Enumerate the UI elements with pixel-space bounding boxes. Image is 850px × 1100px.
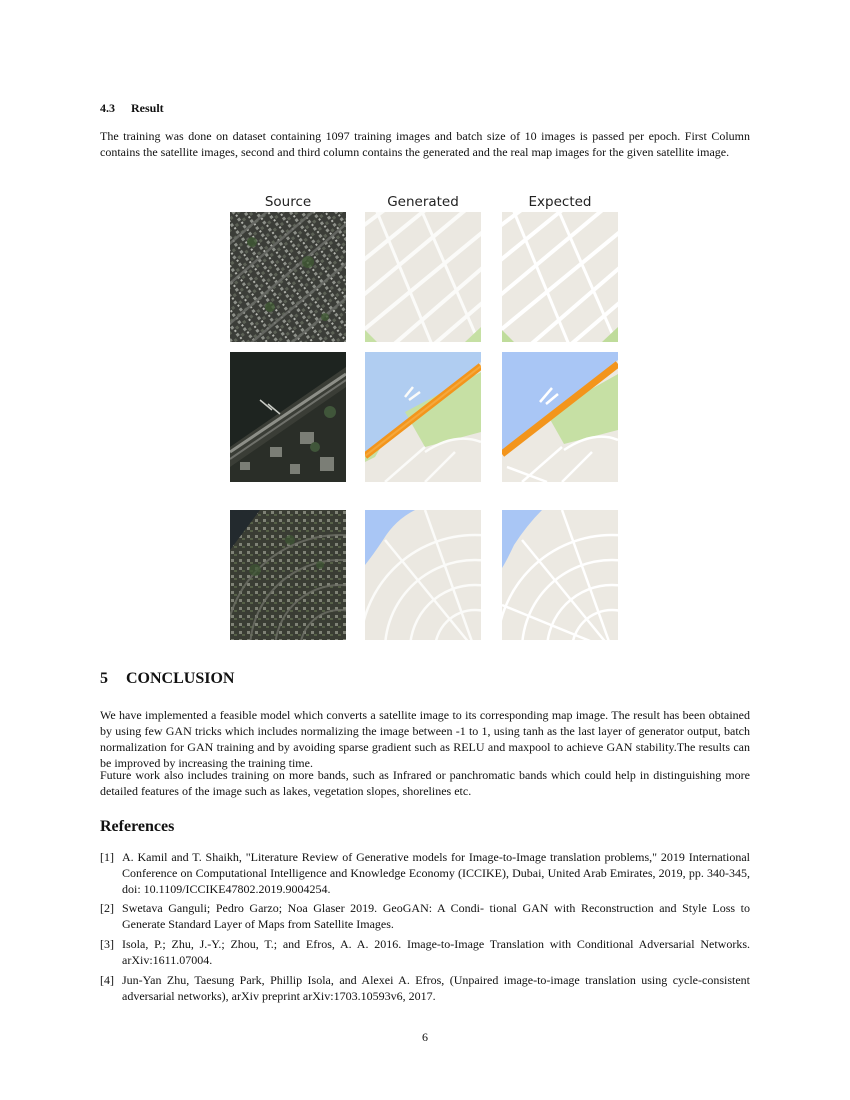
reference-item: [100, 972, 750, 1004]
reference-item: [100, 900, 750, 932]
reference-label: [2]: [100, 901, 114, 915]
section-heading: [100, 670, 234, 688]
reference-text: Isola, P.; Zhu, J.-Y.; Zhou, T.; and Efros, A. A. 2016. Image-to-Image Translation with Conditional Adversarial Networks. arXiv:1611.07004.: [122, 937, 750, 967]
map-waterfront-highway-expected-image: [502, 352, 618, 482]
satellite-curved-neighborhood-image: [230, 510, 346, 640]
satellite-waterfront-highway-image: [230, 352, 346, 482]
reference-text: Swetava Ganguli; Pedro Garzo; Noa Glaser 2019. GeoGAN: A Condi- tional GAN with Reconstruction and Style Loss to Generate Standard Layer of Maps from Satellite Images.: [122, 901, 750, 931]
column-title-generated: Generated: [387, 194, 459, 210]
reference-item: [100, 849, 750, 897]
section-number: 5: [100, 670, 108, 687]
subsection-number: 4.3: [100, 101, 115, 115]
tile-row1-source: [230, 212, 346, 342]
references-heading: References: [100, 818, 175, 835]
map-curved-streets-generated-image: [365, 510, 481, 640]
subsection-title: Result: [131, 101, 164, 115]
tile-row2-source: [230, 352, 346, 482]
map-diagonal-streets-expected-image: [502, 212, 618, 342]
subsection-heading: [100, 101, 164, 116]
tile-row1-expected: [502, 212, 618, 342]
page-number: 6: [422, 1030, 428, 1044]
reference-label: [4]: [100, 973, 114, 987]
reference-label: [1]: [100, 850, 114, 864]
tile-row1-generated: [365, 212, 481, 342]
conclusion-paragraph-2: Future work also includes training on more bands, such as Infrared or panchromatic bands which could help in distinguishing more detailed features of the image such as lakes, vegetation slopes, shorelines etc.: [100, 768, 750, 798]
reference-text: A. Kamil and T. Shaikh, "Literature Review of Generative models for Image-to-Image translation problems," 2019 International Conference on Computational Intelligence and Knowledge Economy (ICCIKE), Dubai, United Arab Emirates, 2019, pp. 340-345, doi: 10.1109/ICCIKE47802.2019.9004254.: [122, 850, 750, 896]
map-diagonal-streets-generated-image: [365, 212, 481, 342]
satellite-residential-grid-image: [230, 212, 346, 342]
tile-row2-generated: [365, 352, 481, 482]
conclusion-paragraph-1: We have implemented a feasible model which converts a satellite image to its corresponding map image. The result has been obtained by using few GAN tricks which includes normalizing the image between -1 to 1, using tanh as the last layer of generator output, batch normalization for GAN training and by avoiding sparse gradient such as RELU and maxpool to achieve GAN stability.The results can be improved by increasing the training time.: [100, 708, 750, 770]
tile-row3-generated: [365, 510, 481, 640]
column-title-expected: Expected: [528, 194, 592, 210]
reference-label: [3]: [100, 937, 114, 951]
result-paragraph: The training was done on dataset containing 1097 training images and batch size of 10 images is passed per epoch. First Column contains the satellite images, second and third column contains the generated and the real map images for the given satellite image.: [100, 129, 750, 159]
map-waterfront-highway-generated-image: [365, 352, 481, 482]
tile-row3-source: [230, 510, 346, 640]
tile-row2-expected: [502, 352, 618, 482]
reference-item: [100, 936, 750, 968]
map-curved-streets-expected-image: [502, 510, 618, 640]
section-title: CONCLUSION: [126, 670, 235, 687]
column-title-source: Source: [264, 194, 312, 210]
results-figure: [224, 192, 624, 642]
reference-text: Jun-Yan Zhu, Taesung Park, Phillip Isola, and Alexei A. Efros, (Unpaired image-to-image translation using cycle-consistent adversarial networks), arXiv preprint arXiv:1703.10593v6, 2017.: [122, 973, 750, 1003]
tile-row3-expected: [502, 510, 618, 640]
